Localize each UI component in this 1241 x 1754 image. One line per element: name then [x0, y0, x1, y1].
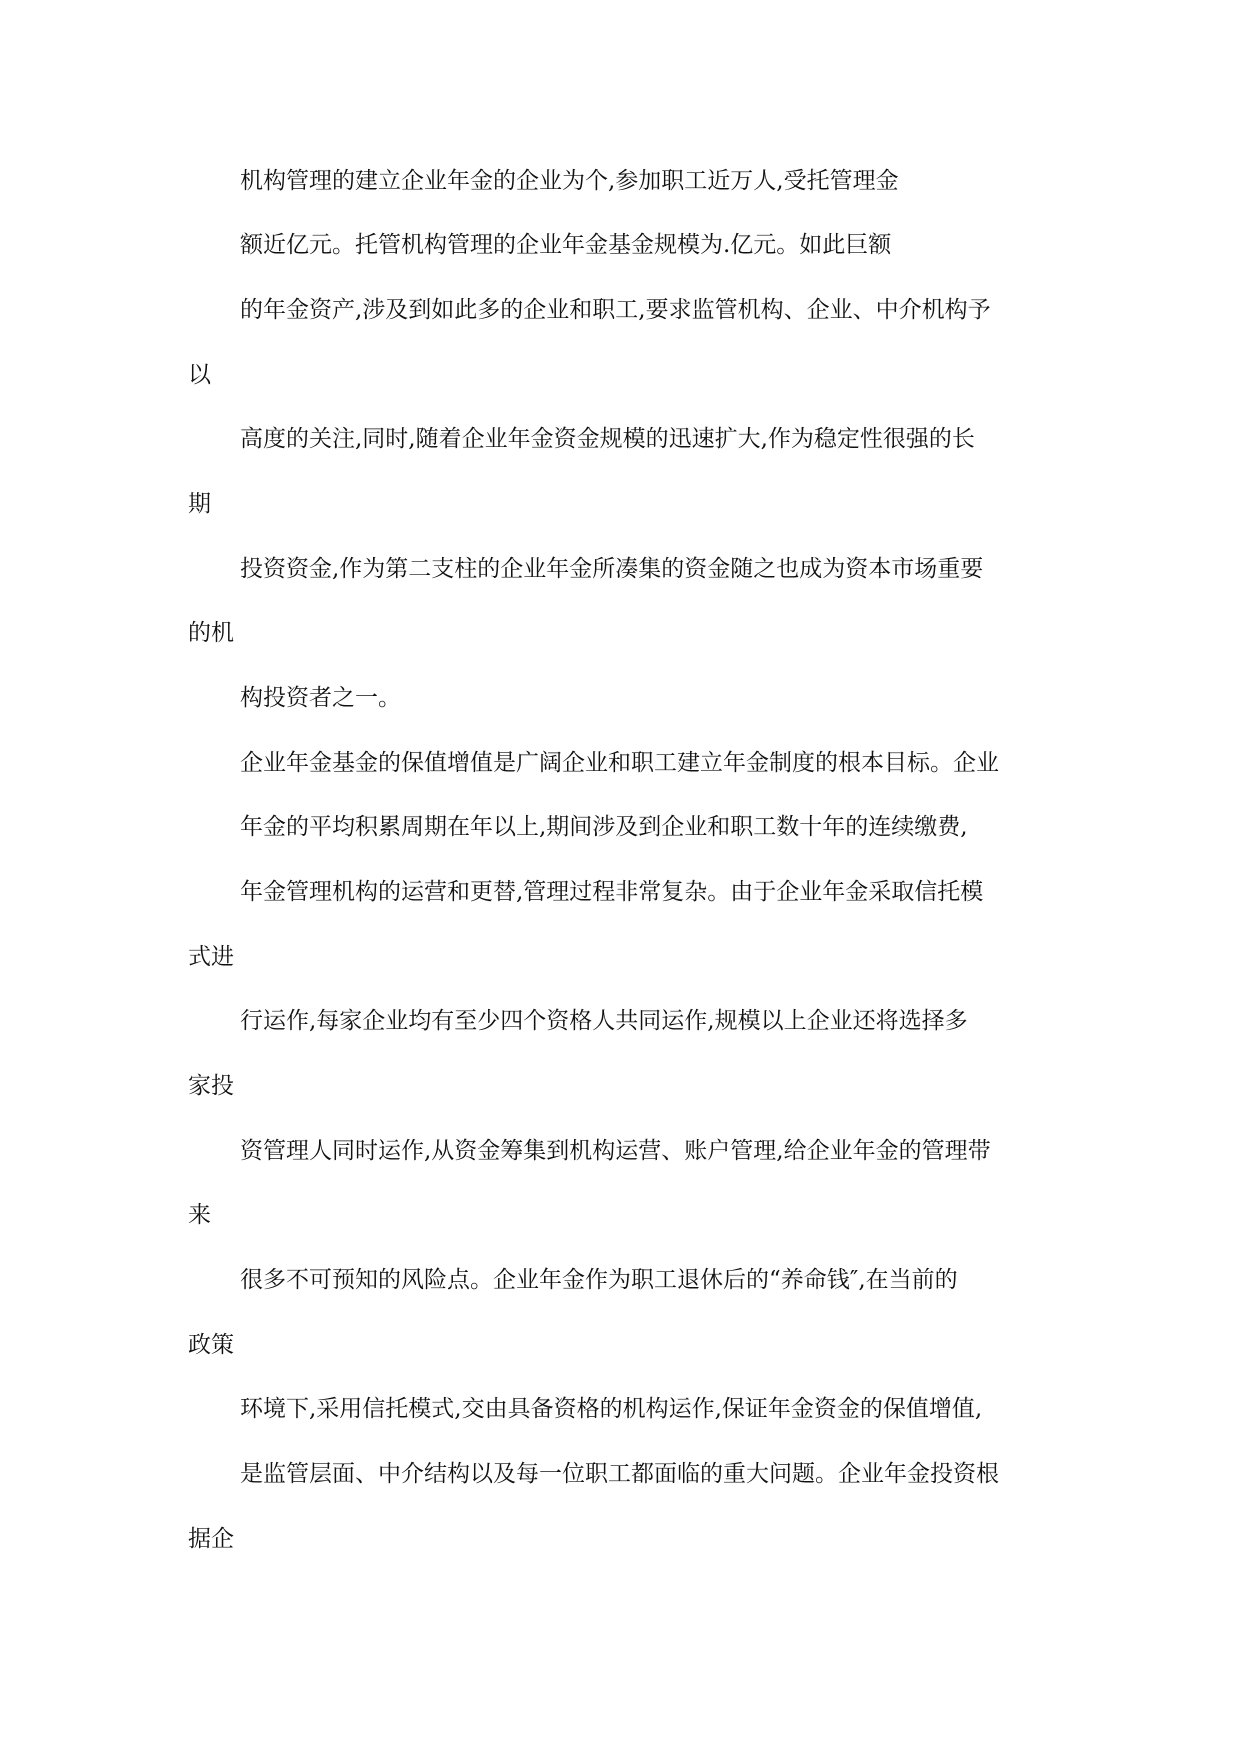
text-line: 投资资金,作为第二支柱的企业年金所凑集的资金随之也成为资本市场重要	[240, 556, 984, 582]
text-line: 资管理人同时运作,从资金筹集到机构运营、账户管理,给企业年金的管理带	[240, 1138, 991, 1164]
text-line: 很多不可预知的风险点。企业年金作为职工退休后的“养命钱″,在当前的	[240, 1267, 958, 1293]
text-line: 额近亿元。托管机构管理的企业年金基金规模为.亿元。如此巨额	[240, 232, 892, 258]
text-line: 构投资者之一。	[240, 685, 401, 711]
text-line: 机构管理的建立企业年金的企业为个,参加职工近万人,受托管理金	[240, 168, 899, 194]
text-line: 环境下,采用信托模式,交由具备资格的机构运作,保证年金资金的保值增值,	[240, 1396, 983, 1422]
text-line: 年金管理机构的运营和更替,管理过程非常复杂。由于企业年金采取信托模	[240, 879, 984, 905]
text-line: 式进	[188, 944, 234, 970]
text-line: 的年金资产,涉及到如此多的企业和职工,要求监管机构、企业、中介机构予	[240, 297, 991, 323]
text-line: 来	[188, 1202, 211, 1228]
text-line: 是监管层面、中介结构以及每一位职工都面临的重大问题。企业年金投资根	[240, 1461, 999, 1487]
text-line: 据企	[188, 1526, 234, 1552]
text-line: 政策	[188, 1332, 234, 1358]
text-line: 期	[188, 491, 211, 517]
text-line: 的机	[188, 620, 234, 646]
text-line: 行运作,每家企业均有至少四个资格人共同运作,规模以上企业还将选择多	[240, 1008, 968, 1034]
text-line: 高度的关注,同时,随着企业年金资金规模的迅速扩大,作为稳定性很强的长	[240, 426, 975, 452]
text-line: 企业年金基金的保值增值是广阔企业和职工建立年金制度的根本目标。企业	[240, 750, 999, 776]
text-line: 以	[188, 362, 211, 388]
text-line: 家投	[188, 1073, 234, 1099]
text-line: 年金的平均积累周期在年以上,期间涉及到企业和职工数十年的连续缴费,	[240, 814, 968, 840]
